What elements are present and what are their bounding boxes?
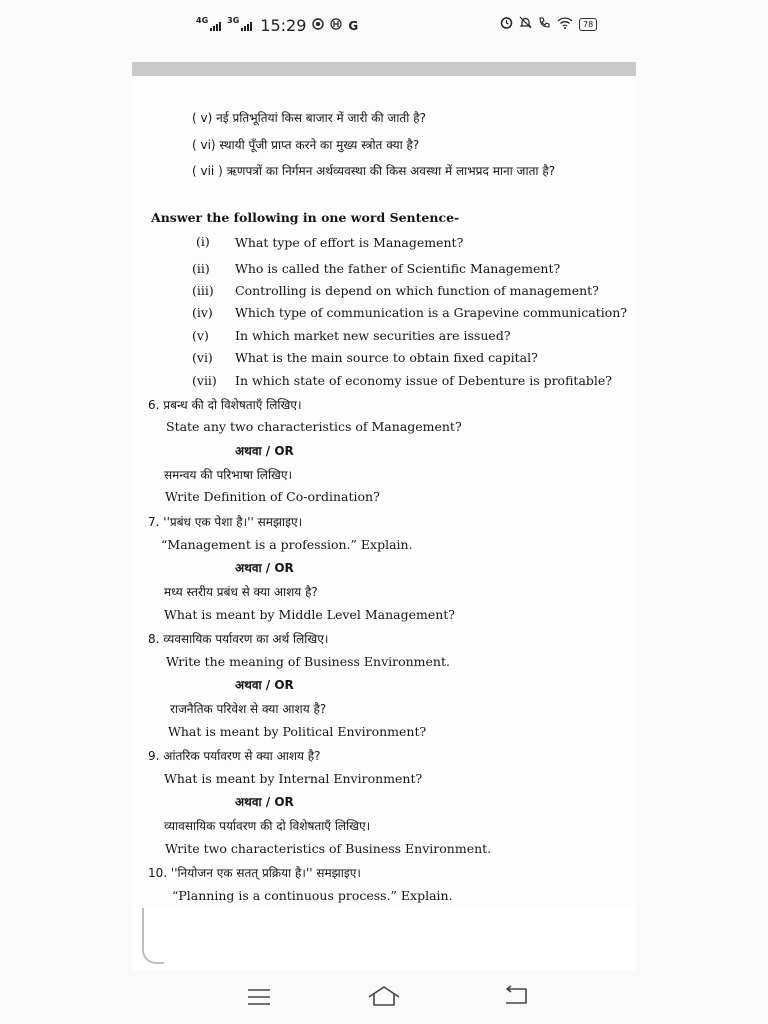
question-10-hindi: 10. ''नियोजन एक सतत् प्रक्रिया है।'' समझाइए। bbox=[148, 866, 361, 880]
status-right bbox=[500, 16, 597, 33]
question-text: Controlling is depend on which function of management? bbox=[235, 283, 599, 298]
status-bar bbox=[0, 0, 768, 52]
question-7-alt-english: What is meant by Middle Level Management? bbox=[164, 607, 455, 622]
question-number: (iv) bbox=[192, 305, 213, 320]
network-type-2: 3G bbox=[227, 16, 240, 25]
question-number: (v) bbox=[192, 328, 209, 343]
bottom-panel bbox=[132, 908, 636, 970]
question-number: (ii) bbox=[192, 261, 210, 276]
question-8-alt-hindi: राजनैतिक परिवेश से क्या आशय है? bbox=[170, 702, 327, 716]
signal-icon bbox=[210, 21, 221, 31]
question-text: In which market new securities are issued? bbox=[235, 328, 511, 343]
hotspot-icon bbox=[330, 18, 342, 33]
question-6-alt-english: Write Definition of Co-ordination? bbox=[165, 489, 380, 504]
status-left bbox=[196, 16, 358, 35]
google-icon: G bbox=[348, 18, 359, 33]
hindi-question-vii: ( vii ) ऋणपत्रों का निर्गमन अर्थव्यवस्था की किस अवस्था में लाभप्रद माना जाता है? bbox=[192, 164, 556, 178]
alarm-icon bbox=[500, 16, 513, 33]
question-9-english: What is meant by Internal Environment? bbox=[164, 771, 423, 786]
question-8-alt-english: What is meant by Political Environment? bbox=[168, 724, 427, 739]
home-icon[interactable] bbox=[366, 984, 402, 1008]
question-number: (vi) bbox=[192, 350, 213, 365]
page-curl-decoration bbox=[142, 908, 164, 964]
navigation-bar bbox=[0, 970, 768, 1024]
question-number: (vii) bbox=[192, 373, 217, 388]
back-icon[interactable] bbox=[502, 985, 530, 1007]
hindi-question-v: ( v) नई प्रतिभूतियां किस बाजार में जारी की जाती है? bbox=[192, 111, 426, 125]
question-7-english: “Management is a profession.” Explain. bbox=[161, 537, 413, 552]
question-8-hindi: 8. व्यवसायिक पर्यावरण का अर्थ लिखिए। bbox=[148, 632, 329, 646]
question-8-english: Write the meaning of Business Environment. bbox=[166, 654, 450, 669]
toolbar-strip bbox=[132, 62, 636, 76]
question-number: (iii) bbox=[192, 283, 214, 298]
signal-icon bbox=[241, 21, 252, 31]
question-text: Who is called the father of Scientific Management? bbox=[235, 261, 561, 276]
question-text: What is the main source to obtain fixed capital? bbox=[235, 350, 538, 365]
hindi-question-vi: ( vi) स्थायी पूँजी प्राप्त करने का मुख्य स्त्रोत क्या है? bbox=[192, 138, 420, 152]
question-10-english: “Planning is a continuous process.” Explain. bbox=[172, 888, 453, 903]
question-9-alt-english: Write two characteristics of Business Environment. bbox=[165, 841, 492, 856]
question-6-alt-hindi: समन्वय की परिभाषा लिखिए। bbox=[164, 468, 293, 482]
or-separator: अथवा / OR bbox=[235, 678, 294, 692]
menu-icon[interactable] bbox=[246, 987, 272, 1007]
battery-icon: 78 bbox=[579, 18, 597, 31]
question-7-alt-hindi: मध्य स्तरीय प्रबंध से क्या आशय है? bbox=[164, 585, 318, 599]
question-6-hindi: 6. प्रबन्ध की दो विशेषताएँ लिखिए। bbox=[148, 398, 302, 412]
wifi-icon bbox=[557, 17, 573, 33]
question-text: What type of effort is Management? bbox=[235, 235, 464, 250]
question-6-english: State any two characteristics of Management? bbox=[166, 419, 462, 434]
question-7-hindi: 7. ''प्रबंध एक पेशा है।'' समझाइए। bbox=[148, 515, 303, 529]
question-9-hindi: 9. आंतरिक पर्यावरण से क्या आशय है? bbox=[148, 749, 321, 763]
mute-icon bbox=[519, 16, 532, 33]
whatsapp-icon bbox=[312, 18, 324, 33]
call-icon bbox=[538, 16, 551, 33]
or-separator: अथवा / OR bbox=[235, 795, 294, 809]
or-separator: अथवा / OR bbox=[235, 561, 294, 575]
question-text: In which state of economy issue of Debenture is profitable? bbox=[235, 373, 612, 388]
or-separator: अथवा / OR bbox=[235, 444, 294, 458]
clock-time: 15:29 bbox=[260, 16, 307, 35]
document-page[interactable] bbox=[132, 76, 636, 908]
question-9-alt-hindi: व्यावसायिक पर्यावरण की दो विशेषताएँ लिखिए। bbox=[164, 819, 371, 833]
network-type-1: 4G bbox=[196, 16, 209, 25]
question-number: (i) bbox=[196, 234, 210, 249]
question-text: Which type of communication is a Grapevine communication? bbox=[235, 305, 628, 320]
section-heading: Answer the following in one word Sentence- bbox=[151, 210, 460, 225]
